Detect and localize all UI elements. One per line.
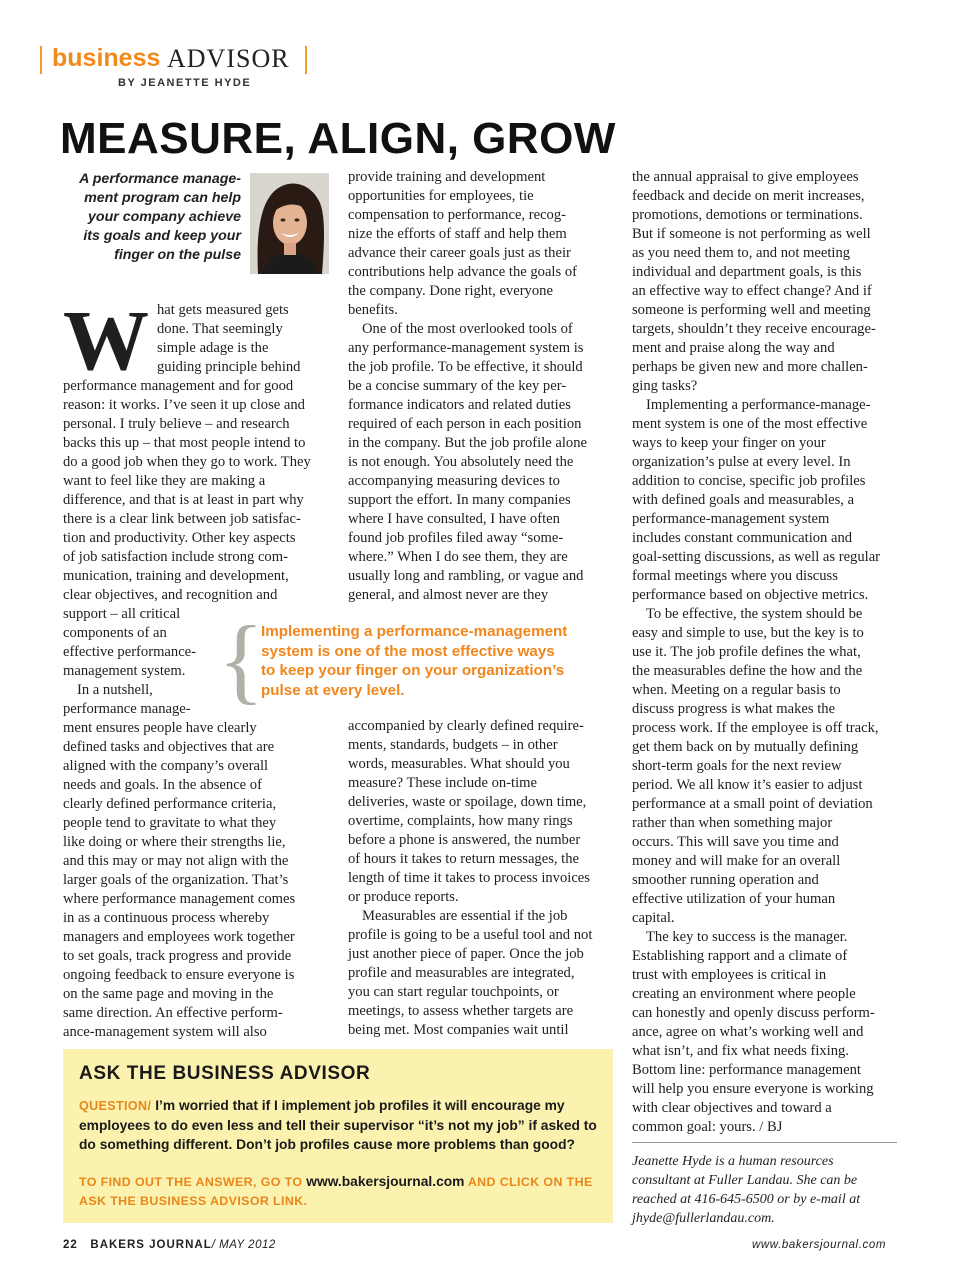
findout-suffix: AND CLICK ON THE ASK THE BUSINESS ADVISOR LINK. (79, 1175, 593, 1208)
page-number: 22 (63, 1239, 78, 1251)
header-bar-left (40, 46, 42, 74)
column-3 (632, 168, 902, 1137)
text-line: nize the efforts of staff and help them (348, 226, 567, 242)
text-line: support – all critical (63, 606, 181, 622)
text-line: personal. I truly believe – and research (63, 416, 290, 432)
author-photo (250, 173, 329, 274)
bio-line: Jeanette Hyde is a human resources (632, 1154, 834, 1169)
text-line: will help you ensure everyone is working (632, 1081, 874, 1097)
text-line: ging tasks? (632, 378, 698, 394)
text-line: smoother running operation and (632, 872, 819, 888)
text-line: management system. (63, 663, 186, 679)
text-line: performance at a small point of deviation (632, 796, 873, 812)
text-line: an effective way to effect change? And if (632, 283, 872, 299)
text-line: with clear objectives and toward a (632, 1100, 832, 1116)
text-line: discuss progress is what makes the (632, 701, 836, 717)
text-line: ment ensures people have clearly (63, 720, 257, 736)
text-line: people tend to gravitate to what they (63, 815, 277, 831)
text-line: measure? These include on-time (348, 775, 537, 791)
text-line: ment system is one of the most effective (632, 416, 868, 432)
text-line: ment and praise along the way and (632, 340, 835, 356)
text-line: feedback and decide on merit increases, (632, 188, 865, 204)
deck-line: finger on the pulse (114, 247, 241, 263)
article-title: MEASURE, ALIGN, GROW (60, 114, 616, 163)
text-line: performance manage- (63, 701, 191, 717)
text-line: or produce reports. (348, 889, 459, 905)
deck-line: ment program can help (84, 190, 241, 206)
text-line: with defined goals and measurables, a (632, 492, 855, 508)
findout-prefix: TO FIND OUT THE ANSWER, GO TO (79, 1175, 303, 1189)
text-line: reason: it works. I’ve seen it up close and (63, 397, 305, 413)
text-line: general, and almost never are they (348, 587, 549, 603)
pull-quote (261, 622, 617, 700)
author-portrait-image (250, 173, 329, 274)
text-line: profile and measurables are integrated, (348, 965, 575, 981)
text-line: tion and productivity. Other key aspects (63, 530, 296, 546)
text-line: to set goals, track progress and provide (63, 948, 292, 964)
text-line: compensation to performance, recog- (348, 207, 567, 223)
text-line: addition to concise, specific job profiles (632, 473, 866, 489)
text-line: promotions, demotions or terminations. (632, 207, 863, 223)
pullquote-brace: { (218, 606, 265, 713)
text-line: on the same page and moving in the (63, 986, 274, 1002)
text-line: support the effort. In many companies (348, 492, 571, 508)
text-line: length of time it takes to process invoices (348, 870, 590, 886)
section-name-business: business (52, 44, 161, 72)
pullquote-line: Implementing a performance-management (261, 623, 568, 640)
text-line: what isn’t, and fix what needs fixing. (632, 1043, 849, 1059)
text-line: usually long and rambling, or vague and (348, 568, 584, 584)
text-line: hat gets measured gets (157, 302, 289, 318)
text-line: as you need them to, and not meeting (632, 245, 851, 261)
ask-advisor-title: ASK THE BUSINESS ADVISOR (79, 1063, 371, 1084)
text-line: short-term goals for the next review (632, 758, 842, 774)
text-line: perhaps be given new and more challen- (632, 359, 868, 375)
deck-line: your company achieve (88, 209, 241, 225)
bio-email[interactable]: jhyde@fullerlandau.com. (632, 1211, 775, 1226)
column-2-bottom (348, 717, 616, 1040)
text-line: backs this up – that most people intend to (63, 435, 306, 451)
text-line: difference, and that is at least in part why (63, 492, 304, 508)
question-text: I’m worried that if I implement job profiles it will encourage my employees to do even less and tell their supervisor “it’s not my job” if asked to do something different. Don’t job profiles cause more problems than good? (79, 1098, 597, 1152)
text-line: where I have consulted, I have often (348, 511, 560, 527)
text-line: same direction. An effective perform- (63, 1005, 283, 1021)
pullquote-line: system is one of the most effective ways (261, 642, 555, 660)
text-line: creating an environment where people (632, 986, 856, 1002)
text-line: done. That seemingly (157, 321, 283, 337)
text-line: overtime, complaints, how many rings (348, 813, 573, 829)
article-deck (63, 170, 241, 265)
text-line: managers and employees work together (63, 929, 295, 945)
text-line: larger goals of the organization. That’s (63, 872, 289, 888)
text-line: formal meetings where you discuss (632, 568, 838, 584)
text-line: targets, shouldn’t they receive encourage- (632, 321, 876, 337)
text-line: occurs. This will save you time and (632, 834, 839, 850)
text-line: deliveries, waste or spoilage, down time, (348, 794, 587, 810)
text-line: being met. Most companies wait until (348, 1022, 569, 1038)
text-line: be a concise summary of the key per- (348, 378, 567, 394)
text-line: munication, training and development, (63, 568, 289, 584)
text-line: where performance management comes (63, 891, 296, 907)
text-line: the annual appraisal to give employees (632, 169, 859, 185)
text-line: individual and department goals, is this (632, 264, 862, 280)
text-line: words, measurables. What should you (348, 756, 570, 772)
text-line: any performance-management system is (348, 340, 584, 356)
author-bio (632, 1152, 902, 1228)
text-line: can honestly and openly discuss perform- (632, 1005, 875, 1021)
text-line: formance indicators and related duties (348, 397, 571, 413)
text-line: someone is performing well and meeting (632, 302, 871, 318)
text-line: get them back on by mutually defining (632, 739, 859, 755)
bio-line: reached at 416-645-6500 or by e-mail at (632, 1192, 861, 1207)
text-line: in the company. But the job profile alone (348, 435, 587, 451)
text-line: effective performance- (63, 644, 197, 660)
text-line: One of the most overlooked tools of (362, 321, 573, 337)
text-line: the job profile. To be effective, it should (348, 359, 583, 375)
text-line: advance their career goals just as their (348, 245, 571, 261)
drop-cap: W (63, 292, 149, 388)
text-line: do a good job when they go to work. They (63, 454, 311, 470)
text-line: process work. If the employee is off track, (632, 720, 879, 736)
text-line: needs and goals. In the absence of (63, 777, 262, 793)
text-line: the measurables define the how and the (632, 663, 863, 679)
text-line: of job satisfaction include strong com- (63, 549, 288, 565)
text-line: organization’s pulse at every level. In (632, 454, 851, 470)
bio-divider (632, 1142, 897, 1143)
text-line: effective utilization of your human (632, 891, 836, 907)
question-label: QUESTION/ (79, 1099, 152, 1113)
text-line: in as a continuous process whereby (63, 910, 270, 926)
text-line: money and will make for an overall (632, 853, 841, 869)
footer-website[interactable]: www.bakersjournal.com (752, 1239, 887, 1251)
text-line: you can start regular touchpoints, or (348, 984, 559, 1000)
text-line: components of an (63, 625, 167, 641)
text-line: use it. The job profile defines the what, (632, 644, 861, 660)
text-line: clearly defined performance criteria, (63, 796, 277, 812)
text-line: required of each person in each position (348, 416, 582, 432)
text-line: Bottom line: performance management (632, 1062, 861, 1078)
byline: BY JEANETTE HYDE (118, 77, 252, 89)
text-line: profile is going to be a useful tool and not (348, 927, 593, 943)
text-line: there is a clear link between job satisfac- (63, 511, 301, 527)
text-line: performance management and for good (63, 378, 294, 394)
text-line: is not enough. You absolutely need the (348, 454, 574, 470)
ask-advisor-question (79, 1096, 599, 1154)
text-line: Implementing a performance-manage- (646, 397, 871, 413)
website-link[interactable]: www.bakersjournal.com (306, 1174, 465, 1189)
text-line: period. We all know it’s easier to adjust (632, 777, 863, 793)
text-line: just another piece of paper. Once the job (348, 946, 584, 962)
text-line: capital. (632, 910, 675, 926)
text-line: simple adage is the (157, 340, 269, 356)
footer-left (63, 1239, 276, 1251)
text-line: ments, standards, budgets – in other (348, 737, 558, 753)
text-line: In a nutshell, (77, 682, 153, 698)
text-line: The key to success is the manager. (646, 929, 848, 945)
text-line: accompanied by clearly defined require- (348, 718, 584, 734)
text-line: accompanying measuring devices to (348, 473, 560, 489)
text-line: defined tasks and objectives that are (63, 739, 275, 755)
text-line: ance-management system will also (63, 1024, 267, 1040)
text-line: provide training and development (348, 169, 546, 185)
text-line: before a phone is answered, the number (348, 832, 581, 848)
text-line: rather than when something major (632, 815, 833, 831)
text-line: opportunities for employees, tie (348, 188, 534, 204)
text-line: when. Meeting on a regular basis to (632, 682, 841, 698)
text-line: the company. Done right, everyone (348, 283, 553, 299)
text-line: want to feel like they are making a (63, 473, 266, 489)
text-line: benefits. (348, 302, 398, 318)
text-line: goal-setting discussions, as well as regular (632, 549, 881, 565)
text-line: Establishing rapport and a climate of (632, 948, 848, 964)
deck-line: its goals and keep your (83, 228, 241, 244)
text-line: To be effective, the system should be (646, 606, 863, 622)
pullquote-line: to keep your finger on your organization’s (261, 662, 565, 679)
column-2-top (348, 168, 616, 605)
text-line: performance-management system (632, 511, 830, 527)
text-line: ways to keep your finger on your (632, 435, 826, 451)
text-line: like doing or where their strengths lie, (63, 834, 286, 850)
text-line: ance, agree on what’s working well and (632, 1024, 864, 1040)
text-line: ongoing feedback to ensure everyone is (63, 967, 295, 983)
text-line: clear objectives, and recognition and (63, 587, 278, 603)
text-line: But if someone is not performing as well (632, 226, 871, 242)
text-line: includes constant communication and (632, 530, 853, 546)
text-line: and this may or may not align with the (63, 853, 289, 869)
text-line: where.” When I do see them, they are (348, 549, 568, 565)
deck-line: A performance manage- (79, 171, 241, 187)
pullquote-line: pulse at every level. (261, 681, 405, 699)
text-line: found job profiles filed away “some- (348, 530, 564, 546)
issue-date: / MAY 2012 (211, 1239, 276, 1251)
text-line: trust with employees is critical in (632, 967, 827, 983)
magazine-name: BAKERS JOURNAL (90, 1239, 212, 1251)
section-name-advisor: ADVISOR (167, 44, 290, 73)
text-line: common goal: yours. / BJ (632, 1119, 783, 1135)
ask-advisor-findout (79, 1172, 604, 1211)
text-line: meetings, to assess whether targets are (348, 1003, 574, 1019)
text-line: of hours it takes to return messages, the (348, 851, 580, 867)
text-line: contributions help advance the goals of (348, 264, 577, 280)
text-line: Measurables are essential if the job (362, 908, 568, 924)
bio-line: consultant at Fuller Landau. She can be (632, 1173, 858, 1188)
text-line: guiding principle behind (157, 359, 301, 375)
text-line: easy and simple to use, but the key is to (632, 625, 864, 641)
header-bar-right (305, 46, 307, 74)
text-line: performance based on objective metrics. (632, 587, 869, 603)
text-line: aligned with the company’s overall (63, 758, 269, 774)
